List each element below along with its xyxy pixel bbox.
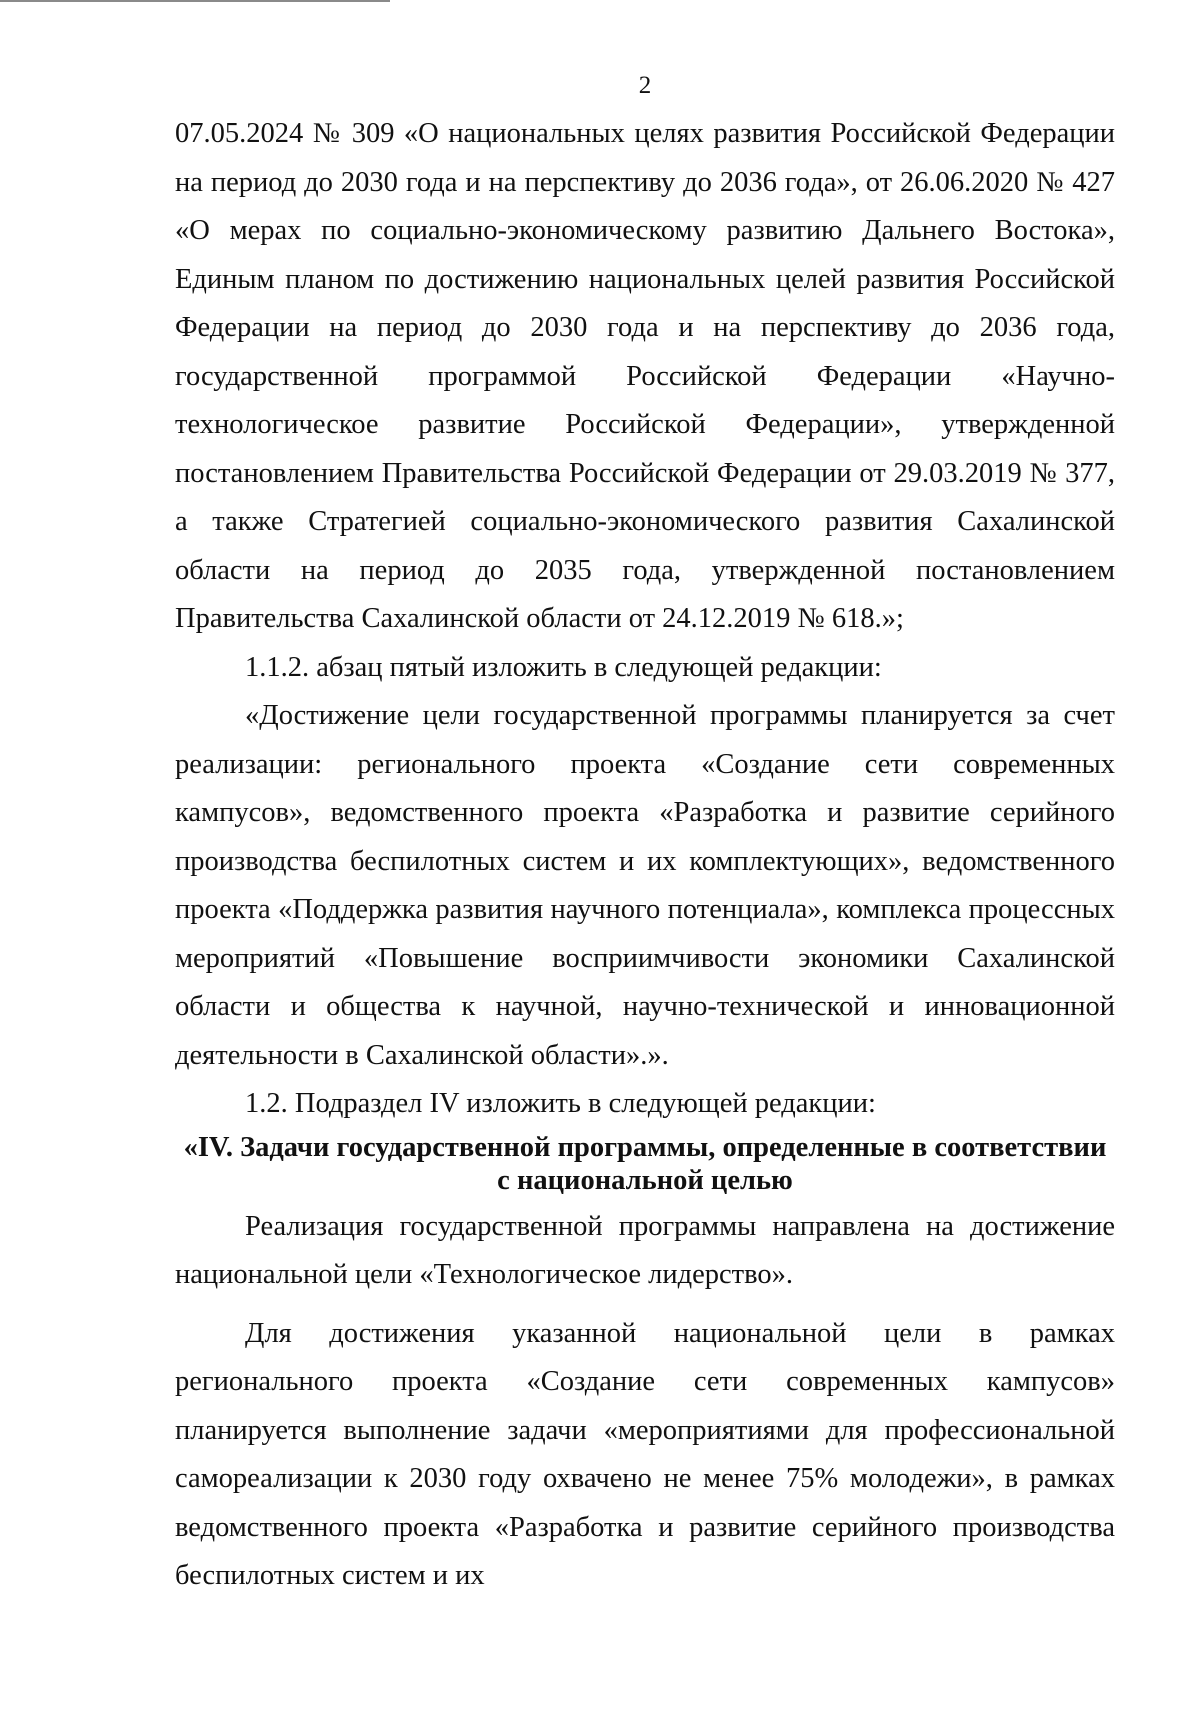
document-body xyxy=(175,110,1115,1601)
paragraph-goal-achievement: «Достижение цели государственной программы планируется за счет реализации: регионального проекта «Создание сети современных кампусов», ведомственного проекта «Разработка и развитие серийного производства беспилотных систем и их комплектующих», ведомственного проекта «Поддержка развития научного потенциала», комплекса процессных мероприятий «Повышение восприимчивости экономики Сахалинской области и общества к научной, научно-технической и инновационной деятельности в Сахалинской области».». xyxy=(175,700,1115,1071)
paragraph-decree-references: 07.05.2024 № 309 «О национальных целях развития Российской Федерации на период до 2030 года и на перспективу до 2036 года», от 26.06.2020 № 427 «О мерах по социально-экономическому развитию Дальнего Востока», Единым планом по достижению национальных целей развития Российской Федерации на период до 2030 года и на перспективу до 2036 года, государственной программой Российской Федерации «Научно-технологическое развитие Российской Федерации», утвержденной постановлением Правительства Российской Федерации от 29.03.2019 № 377, а также Стратегией социально-экономического развития Сахалинской области на период до 2035 года, утвержденной постановлением Правительства Сахалинской области от 24.12.2019 № 618.»; xyxy=(175,118,1115,634)
paragraph-amendment-1-2: 1.2. Подраздел IV изложить в следующей редакции: xyxy=(245,1088,876,1119)
paragraph-program-direction: Реализация государственной программы направлена на достижение национальной цели «Технологическое лидерство». xyxy=(175,1210,1115,1290)
section-heading-iv: «IV. Задачи государственной программы, определенные в соответствии с национальной целью xyxy=(183,1131,1107,1196)
scan-edge-line xyxy=(0,0,390,2)
paragraph-gap xyxy=(175,1300,1115,1310)
page-number: 2 xyxy=(638,72,652,99)
paragraph-amendment-1-1-2: 1.1.2. абзац пятый изложить в следующей редакции: xyxy=(245,651,882,683)
paragraph-tasks: Для достижения указанной национальной цели в рамках регионального проекта «Создание сети современных кампусов» планируется выполнение задачи «мероприятиями для профессиональной самореализации к 2030 году охвачено не менее 75% молодежи», в рамках ведомственного проекта «Разработка и развитие серийного производства беспилотных систем и их xyxy=(175,1317,1115,1591)
